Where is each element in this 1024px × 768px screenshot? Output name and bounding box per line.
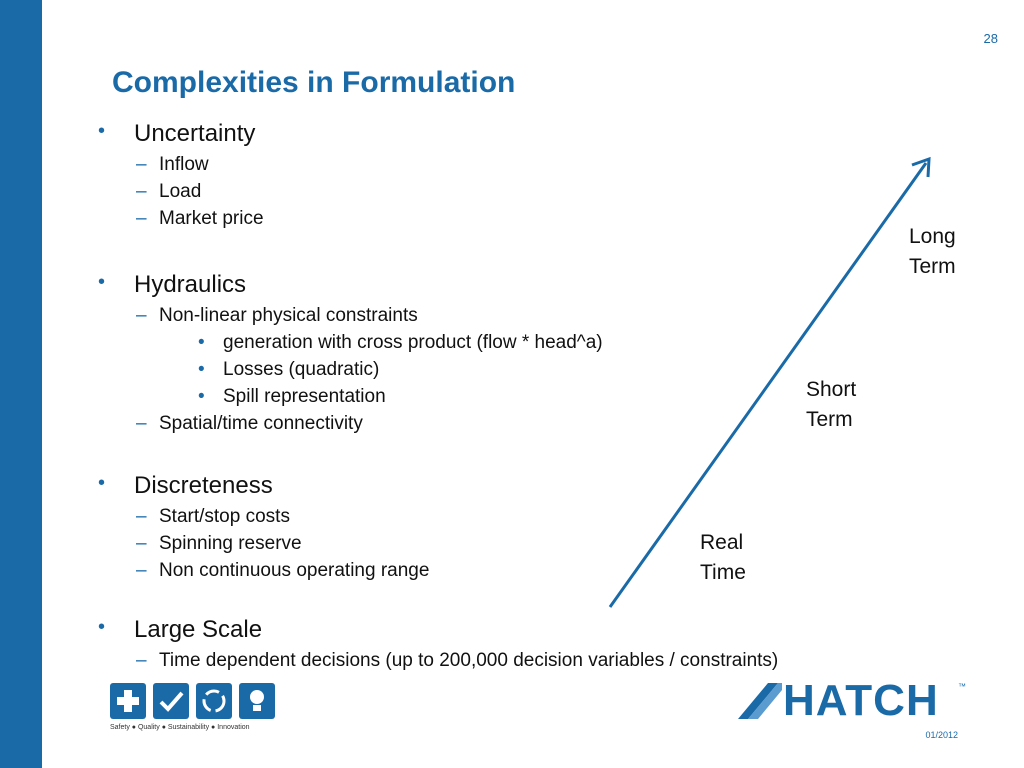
sub-bullet: – Time dependent decisions (up to 200,000 decision variables / constraints) bbox=[136, 650, 779, 671]
recycle-icon bbox=[196, 683, 232, 719]
bullet-marker: • bbox=[98, 472, 106, 494]
sub-bullet: – Non-linear physical constraints bbox=[136, 305, 418, 326]
values-caption: Safety ● Quality ● Sustainability ● Innovation bbox=[110, 724, 250, 731]
sub-sub-bullet: • generation with cross product (flow * head^a) bbox=[198, 332, 603, 353]
sub-bullet: – Load bbox=[136, 181, 202, 202]
sub-bullet: – Inflow bbox=[136, 154, 209, 175]
sub-bullet: – Spatial/time connectivity bbox=[136, 413, 363, 434]
sub-bullet: – Non continuous operating range bbox=[136, 560, 430, 581]
label-real-time: Real Time bbox=[700, 531, 746, 584]
bullet-text: Large Scale bbox=[134, 616, 263, 643]
bullet-text: Hydraulics bbox=[134, 271, 247, 298]
timeline-arrow-line bbox=[610, 163, 926, 607]
label-short-term: Short Term bbox=[806, 378, 857, 431]
sub-sub-bullet: • Spill representation bbox=[198, 386, 386, 407]
sub-sub-bullet: • Losses (quadratic) bbox=[198, 359, 380, 380]
slide-date: 01/2012 bbox=[925, 730, 958, 740]
label-long-term: Long Term bbox=[909, 225, 956, 278]
bullet-marker: • bbox=[98, 616, 106, 638]
bullet-marker: • bbox=[98, 120, 106, 142]
hatch-logo-icon bbox=[738, 683, 782, 719]
page-number: 28 bbox=[983, 31, 998, 46]
check-icon bbox=[153, 683, 189, 719]
sub-bullet: – Start/stop costs bbox=[136, 506, 290, 527]
plus-icon bbox=[110, 683, 146, 719]
trademark: ™ bbox=[958, 682, 966, 691]
sub-bullet: – Spinning reserve bbox=[136, 533, 302, 554]
arrow-head-icon bbox=[912, 159, 929, 177]
lightbulb-icon bbox=[239, 683, 275, 719]
sub-bullet: – Market price bbox=[136, 208, 264, 229]
bullet-text: Discreteness bbox=[134, 472, 273, 499]
slide-title: Complexities in Formulation bbox=[112, 66, 516, 99]
bullet-marker: • bbox=[98, 271, 106, 293]
hatch-logo-text: HATCH bbox=[783, 676, 939, 725]
bullet-text: Uncertainty bbox=[134, 120, 256, 147]
